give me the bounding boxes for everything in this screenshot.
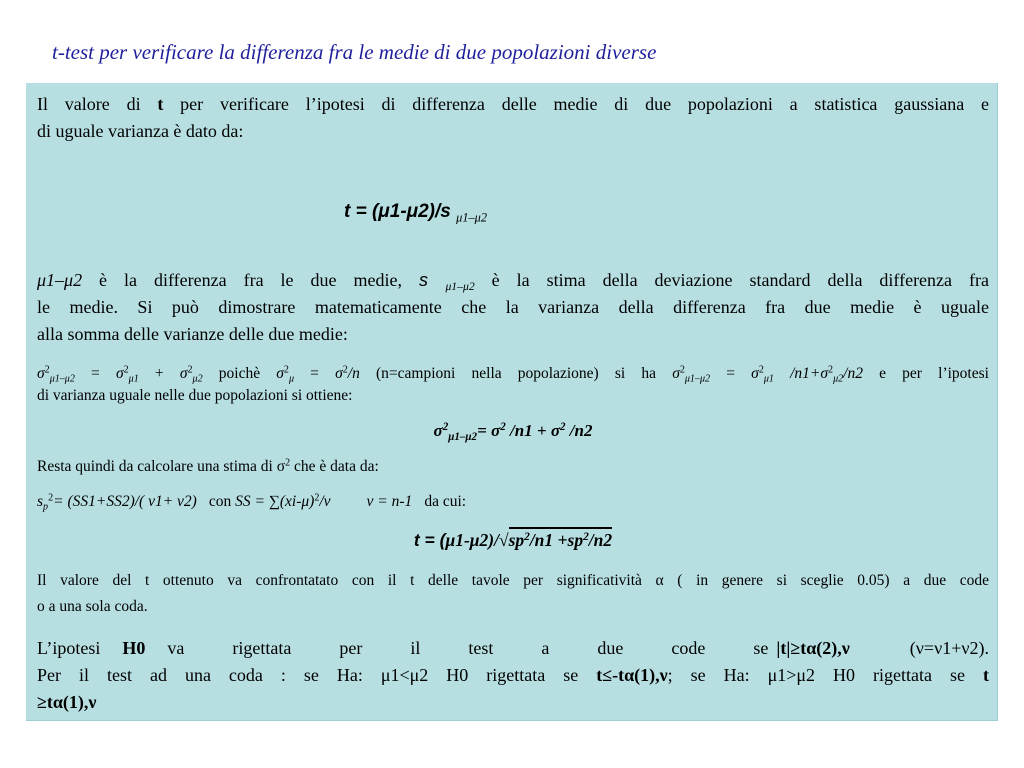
formula-variance xyxy=(37,421,989,443)
intro-text-b: per verificare l’ipotesi di differenza delle medie di due popolazioni a statistica gaussiana e xyxy=(163,94,989,114)
para7-text-a: L’ipotesi xyxy=(37,638,101,658)
f3-radicand xyxy=(509,527,613,550)
para6-line-1: Il valore del t ottenuto va confrontatato con il t delle tavole per significatività α ( in genere si sceglie 0.05) a due code xyxy=(37,572,989,589)
sub-mu2: μ2 xyxy=(192,373,203,385)
para7-h0: H0 xyxy=(122,638,146,658)
para7-nu: (ν=ν1+ν2). xyxy=(909,638,989,658)
sub-mu1: μ1 xyxy=(763,373,774,385)
para4 xyxy=(37,457,989,476)
square: 2 xyxy=(44,364,50,376)
f3-sp: sp xyxy=(508,530,525,550)
f2-square: 2 xyxy=(442,420,449,433)
para2-text-a: è la differenza fra le due medie, xyxy=(82,270,419,290)
square: 2 xyxy=(679,364,685,376)
tail-text: e per l’ipotesi xyxy=(862,365,989,382)
da-cui-text: da cui: xyxy=(424,493,467,510)
sigma: σ xyxy=(335,365,343,382)
intro-line-1 xyxy=(37,92,989,116)
para5 xyxy=(37,492,989,517)
f2-end: /n2 xyxy=(565,421,593,440)
para2-s: s xyxy=(418,270,446,290)
f3-square: 2 xyxy=(583,530,589,543)
over-nu: /ν xyxy=(319,493,331,510)
para7-cond3-t: t xyxy=(982,665,989,685)
sub-diff: μ1–μ2 xyxy=(49,373,75,385)
formula-t-sub: μ1–μ2 xyxy=(456,210,488,225)
sigma: σ xyxy=(751,365,759,382)
square: 2 xyxy=(342,364,348,376)
f3-mu: μ1-μ2)/ xyxy=(445,530,499,550)
square: 2 xyxy=(758,364,764,376)
f2-eq: = xyxy=(477,421,492,440)
ss-square: 2 xyxy=(314,492,320,504)
para4-text-b: che è data da: xyxy=(290,458,379,475)
formula-t-main: t = (μ1-μ2)/s xyxy=(344,201,457,222)
campioni-text: (n=campioni nella popolazione) si ha xyxy=(359,365,673,382)
intro-t: t xyxy=(157,94,164,114)
f3-square: 2 xyxy=(524,530,530,543)
poiche-text: poichè xyxy=(202,365,277,382)
para2-text-b: è la stima della deviazione standard della differenza fra xyxy=(474,270,989,290)
sigma: σ xyxy=(115,365,124,382)
para7-line-3: ≥tα(1),ν xyxy=(37,692,97,712)
equals: = xyxy=(74,365,116,382)
over-n1: /n1+ xyxy=(773,365,821,382)
para2-s-sub: μ1–μ2 xyxy=(445,280,475,294)
intro-text-a: Il valore di xyxy=(37,94,158,114)
f2-square: 2 xyxy=(560,420,566,433)
para3-line-2: di varianza uguale nelle due popolazioni si ottiene: xyxy=(37,387,353,404)
para7-text-c: Per il test ad una coda : se Ha: μ1<μ2 H0 rigettata se xyxy=(37,665,597,685)
f2-sigma: σ xyxy=(433,421,443,440)
square: 2 xyxy=(283,364,289,376)
para7-cond: |t|≥tα(2),ν xyxy=(776,638,850,658)
square: 2 xyxy=(123,364,129,376)
intro-line-2: di uguale varianza è dato da: xyxy=(37,121,244,141)
para7-line-1 xyxy=(37,636,989,660)
para3-line-1 xyxy=(37,364,989,389)
equals: = xyxy=(294,365,336,382)
plus: + xyxy=(138,365,180,382)
sqrt-icon: √ xyxy=(498,530,509,550)
sum-icon: ∑ xyxy=(268,493,280,510)
ss-eq: SS = xyxy=(235,493,269,510)
sub-diff: μ1–μ2 xyxy=(684,373,711,385)
square: 2 xyxy=(828,364,834,376)
f3-a: t = ( xyxy=(413,530,446,550)
sub-mu2: μ2 xyxy=(833,373,844,385)
para7-line-2 xyxy=(37,663,989,687)
nu-eq: ν = n-1 xyxy=(366,493,413,510)
para7-cond2: t≤-tα(1),ν xyxy=(596,665,668,685)
para7-text-b: va rigettata per il test a due code se xyxy=(167,638,769,658)
sp-p: p xyxy=(43,501,49,513)
para4-square: 2 xyxy=(285,457,291,469)
sub-mu1: μ1 xyxy=(128,373,139,385)
para7-text-d: ; se Ha: μ1>μ2 H0 rigettata se xyxy=(667,665,983,685)
formula-t-final xyxy=(37,530,989,551)
para2-line-3: alla somma delle varianze delle due medie: xyxy=(37,324,348,344)
para2-line-2: le medie. Si può dimostrare matematicamente che la varianza della differenza fra due medie è uguale xyxy=(37,297,989,317)
sigma: σ xyxy=(276,365,284,382)
square: 2 xyxy=(187,364,193,376)
para4-sigma: σ xyxy=(276,458,286,475)
sub-mu: μ xyxy=(288,373,295,385)
sigma: σ xyxy=(179,365,188,382)
f2-sigma: σ xyxy=(491,421,501,440)
formula-t xyxy=(344,201,487,225)
f2-sub: μ1–μ2 xyxy=(448,430,478,443)
equals: = xyxy=(710,365,752,382)
sp-square: 2 xyxy=(48,492,54,504)
sigma: σ xyxy=(37,365,45,382)
f3-n2: /n2 xyxy=(588,530,613,550)
sp-s: s xyxy=(37,493,44,510)
para6-line-2: o a una sola coda. xyxy=(37,598,148,615)
sp-expr: = (SS1+SS2)/( ν1+ ν2) xyxy=(53,493,197,510)
f3-n1: /n1 +sp xyxy=(529,530,584,550)
f2-sigma: σ xyxy=(550,421,561,440)
slide-title: t-test per verificare la differenza fra le medie di due popolazioni diverse xyxy=(52,40,657,64)
sum-expr: (xi-μ) xyxy=(279,493,315,510)
para4-text-a: Resta quindi da calcolare una stima di xyxy=(37,458,277,475)
con-text: con xyxy=(208,493,236,510)
f2-square: 2 xyxy=(500,420,506,433)
content-box xyxy=(26,83,998,721)
over-n: /n xyxy=(347,365,360,382)
sigma: σ xyxy=(820,365,829,382)
sigma: σ xyxy=(672,365,680,382)
over-n2: /n2 xyxy=(843,365,863,382)
f2-mid: /n1 + xyxy=(505,421,551,440)
para2-sym: μ1–μ2 xyxy=(37,270,83,290)
